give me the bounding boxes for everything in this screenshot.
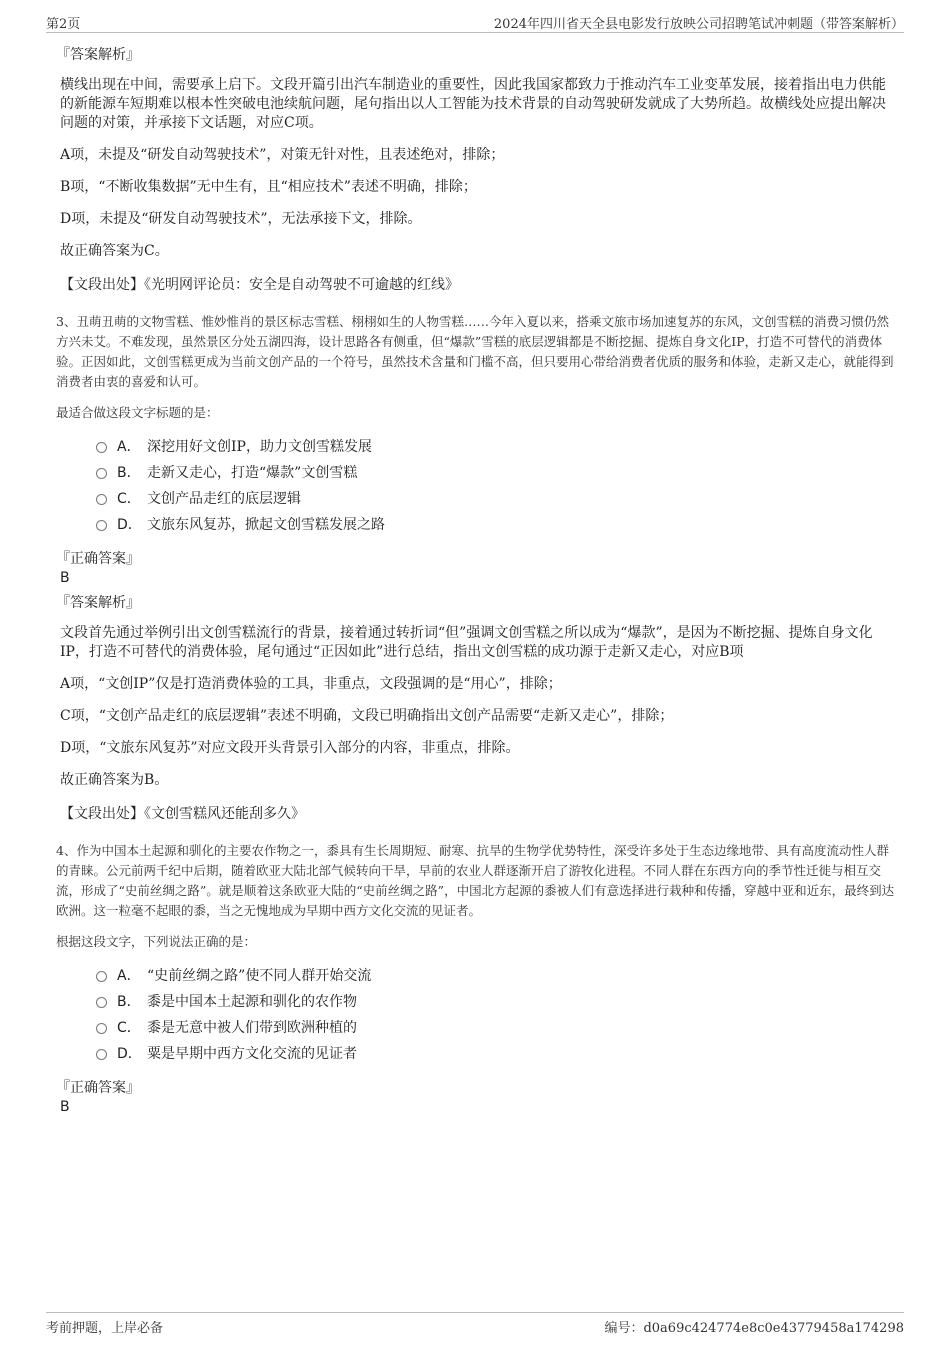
correct-answer-tag: 『正确答案』 bbox=[56, 1080, 140, 1096]
option-text: 走新又走心，打造“爆款”文创雪糕 bbox=[147, 465, 358, 481]
option-text: 深挖用好文创IP，助力文创雪糕发展 bbox=[147, 439, 372, 455]
document-title: 2024年四川省天全县电影发行放映公司招聘笔试冲刺题（带答案解析） bbox=[493, 17, 904, 32]
option-text: 黍是无意中被人们带到欧洲种植的 bbox=[147, 1020, 357, 1036]
radio-button[interactable] bbox=[96, 520, 107, 531]
analysis-option-a: A项，“文创IP”仅是打造消费体验的工具，非重点，文段强调的是“用心”，排除； bbox=[60, 676, 562, 692]
page-footer bbox=[46, 1312, 904, 1337]
radio-button[interactable] bbox=[96, 997, 107, 1008]
radio-button[interactable] bbox=[96, 971, 107, 982]
option-letter: A． bbox=[117, 439, 141, 455]
option-text: 文创产品走红的底层逻辑 bbox=[147, 491, 301, 507]
option-b[interactable] bbox=[96, 989, 896, 1015]
correct-answer: B bbox=[60, 570, 70, 586]
radio-button[interactable] bbox=[96, 1049, 107, 1060]
radio-button[interactable] bbox=[96, 494, 107, 505]
option-letter: D． bbox=[117, 517, 142, 533]
page-number: 第2页 bbox=[46, 17, 81, 32]
analysis-tag: 『答案解析』 bbox=[56, 47, 140, 63]
analysis-text: 横线出现在中间，需要承上启下。文段开篇引出汽车制造业的重要性，因此我国家都致力于推动汽车工业变革发展，接着指出电力供能的新能源车短期难以根本性突破电池续航问题，尾句指出以人工智能为技术背景的自动驾驶研发就成了大势所趋。故横线处应提出解决问题的对策，并承接下文话题，对应C项。 bbox=[60, 77, 886, 131]
radio-button[interactable] bbox=[96, 442, 107, 453]
passage-source: 【文段出处】《光明网评论员：安全是自动驾驶不可逾越的红线》 bbox=[60, 277, 459, 293]
page-header bbox=[46, 8, 904, 33]
option-letter: B． bbox=[117, 465, 141, 481]
analysis-text: 文段首先通过举例引出文创雪糕流行的背景，接着通过转折词“但”强调文创雪糕之所以成为“爆款”，是因为不断挖掘、提炼自身文化IP，打造不可替代的消费体验，尾句通过“正因如此”进行总结，指出文创雪糕的成功源于走新又走心，对应B项 bbox=[60, 625, 873, 660]
option-letter: C． bbox=[117, 491, 141, 507]
option-letter: C． bbox=[117, 1020, 141, 1036]
analysis-option-d: D项，未提及“研发自动驾驶技术”，无法承接下文，排除。 bbox=[60, 211, 422, 227]
option-a[interactable] bbox=[96, 434, 896, 460]
analysis-tag: 『答案解析』 bbox=[56, 595, 140, 611]
question-prompt: 根据这段文字，下列说法正确的是： bbox=[56, 934, 257, 949]
analysis-option-c: C项，“文创产品走红的底层逻辑”表述不明确，文段已明确指出文创产品需要“走新又走心”，排除； bbox=[60, 708, 674, 724]
page-content bbox=[56, 44, 896, 1121]
answer-conclusion: 故正确答案为C。 bbox=[60, 243, 169, 259]
option-c[interactable] bbox=[96, 486, 896, 512]
option-c[interactable] bbox=[96, 1015, 896, 1041]
option-text: 文旅东风复苏，掀起文创雪糕发展之路 bbox=[147, 517, 385, 533]
radio-button[interactable] bbox=[96, 468, 107, 479]
option-list bbox=[96, 434, 896, 538]
option-letter: A． bbox=[117, 968, 141, 984]
question-prompt: 最适合做这段文字标题的是： bbox=[56, 405, 219, 420]
option-letter: D． bbox=[117, 1046, 142, 1062]
correct-answer-tag: 『正确答案』 bbox=[56, 551, 140, 567]
radio-button[interactable] bbox=[96, 1023, 107, 1034]
footer-slogan: 考前押题，上岸必备 bbox=[46, 1321, 164, 1336]
option-text: 粟是早期中西方文化交流的见证者 bbox=[147, 1046, 357, 1062]
option-letter: B． bbox=[117, 994, 141, 1010]
option-list bbox=[96, 963, 896, 1067]
option-d[interactable] bbox=[96, 1041, 896, 1067]
question-passage: 3、丑萌丑萌的文物雪糕、惟妙惟肖的景区标志雪糕、栩栩如生的人物雪糕……今年入夏以来，搭乘文旅市场加速复苏的东风，文创雪糕的消费习惯仍然方兴未艾。不难发现，虽然景区分处五湖四海，设计思路各有侧重，但“爆款”雪糕的底层逻辑都是不断挖掘、提炼自身文化IP，打造不可替代的消费体验。正因如此，文创雪糕更成为当前文创产品的一个符号，虽然技术含量和门槛不高，但只要用心带给消费者优质的服务和体验，走新又走心，就能得到消费者由衷的喜爱和认可。 bbox=[56, 314, 894, 389]
answer-conclusion: 故正确答案为B。 bbox=[60, 772, 169, 788]
option-text: 黍是中国本土起源和驯化的农作物 bbox=[147, 994, 357, 1010]
option-a[interactable] bbox=[96, 963, 896, 989]
correct-answer: B bbox=[60, 1099, 70, 1115]
analysis-option-a: A项，未提及“研发自动驾驶技术”，对策无针对性，且表述绝对，排除； bbox=[60, 147, 505, 163]
option-d[interactable] bbox=[96, 512, 896, 538]
question-passage: 4、作为中国本土起源和驯化的主要农作物之一，黍具有生长周期短、耐寒、抗旱的生物学优势特性，深受许多处于生态边缘地带、具有高度流动性人群的青睐。公元前两千纪中后期，随着欧亚大陆北部气候转向干旱，早前的农业人群逐渐开启了游牧化进程。不同人群在东西方向的季节性迁徙与相互交流，形成了“史前丝绸之路”。就是顺着这条欧亚大陆的“史前丝绸之路”，中国北方起源的黍被人们有意选择进行栽种和传播，穿越中亚和近东，最终到达欧洲。这一粒毫不起眼的黍，当之无愧地成为早期中西方文化交流的见证者。 bbox=[56, 843, 895, 918]
document-id: 编号：d0a69c424774e8c0e43779458a174298 bbox=[604, 1321, 904, 1336]
passage-source: 【文段出处】《文创雪糕风还能刮多久》 bbox=[60, 806, 305, 822]
option-text: “史前丝绸之路”使不同人群开始交流 bbox=[147, 968, 372, 984]
analysis-option-d: D项，“文旅东风复苏”对应文段开头背景引入部分的内容，非重点，排除。 bbox=[60, 740, 520, 756]
analysis-option-b: B项，“不断收集数据”无中生有，且“相应技术”表述不明确，排除； bbox=[60, 179, 477, 195]
option-b[interactable] bbox=[96, 460, 896, 486]
